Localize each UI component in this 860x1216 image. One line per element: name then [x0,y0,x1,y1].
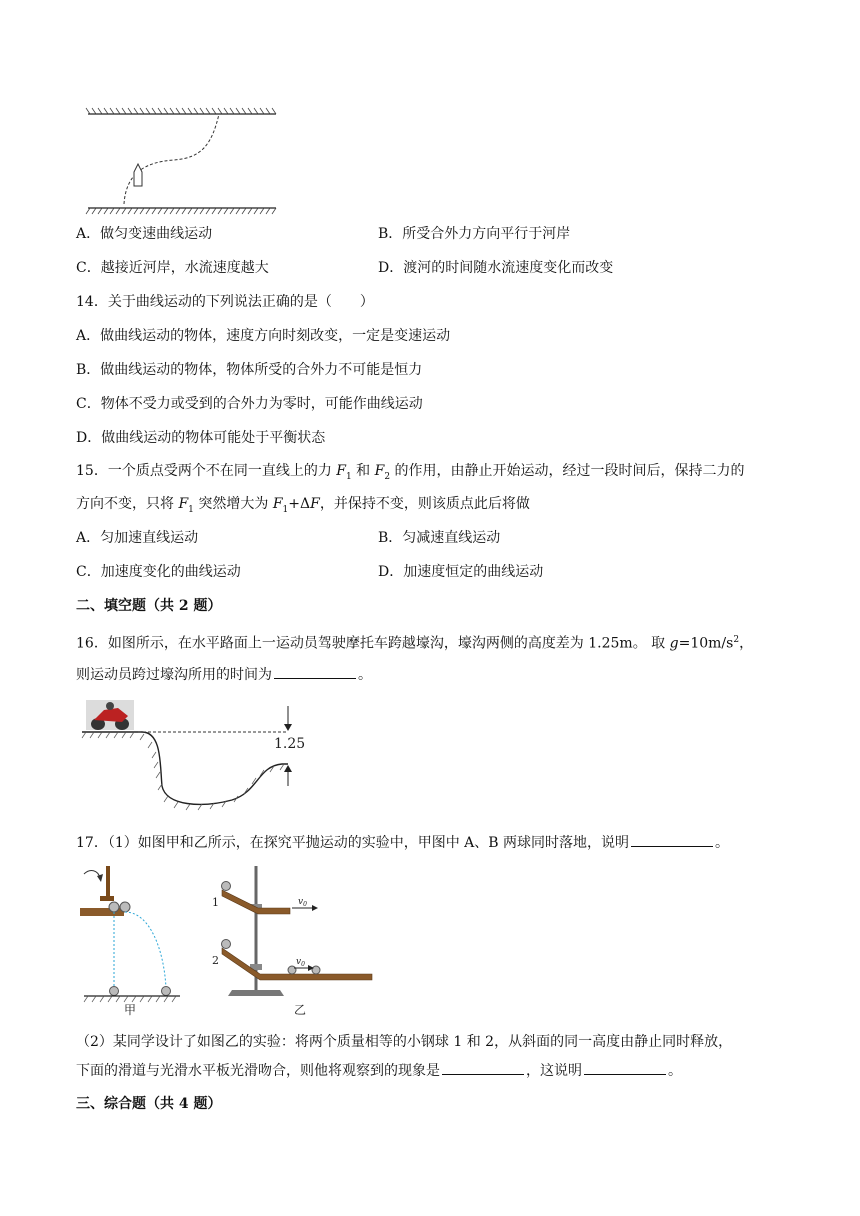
q17-answer-blank-2[interactable] [442,1060,524,1075]
ramp-2-label: 2 [212,954,219,967]
q17-line3: 下面的滑道与光滑水平板光滑吻合，则他将观察到的现象是 ，这说明 。 [76,1060,682,1081]
q15-stem-line2: 方向不变，只将 $F_1$ 突然增大为 $F_1+\Delta F$，并保持不变，则该质点此后将做 [76,496,530,515]
svg-text:v0: $v_0$ [298,897,307,908]
q13-option-c: C．越接近河岸，水流速度越大 [76,260,269,276]
q17-line1: 17．（1）如图甲和乙所示，在探究平抛运动的实验中，甲图中 A、B 两球同时落地，说明 。 [76,832,729,853]
q15-stem-line1: 15．一个质点受两个不在同一直线上的力 $F_1$ 和 $F_2$ 的作用，由静止开始运动，经过一段时间后，保持二力的 [76,463,745,482]
q14-stem: 14．关于曲线运动的下列说法正确的是（ ） [76,294,374,310]
motorcycle-ditch-figure [82,696,314,814]
q13-option-b: B．所受合外力方向平行于河岸 [378,226,571,242]
figure-yi [212,866,372,1017]
q16-line2: 则运动员跨过壕沟所用的时间为 。 [76,664,372,685]
section-heading-fill-in: 二、填空题（共 2 题） [76,598,222,614]
q15-option-d: D．加速度恒定的曲线运动 [378,564,544,580]
ramp-1-label: 1 [212,896,219,909]
q15-option-c: C．加速度变化的曲线运动 [76,564,241,580]
motorcycle-icon [86,700,134,730]
projectile-experiment-figure [80,860,380,1020]
figure-yi-label: 乙 [294,1003,307,1017]
river-crossing-figure [84,104,284,214]
figure-jia-label: 甲 [124,1003,137,1017]
q16-line1: 16．如图所示，在水平路面上一运动员驾驶摩托车跨越壕沟，壕沟两侧的高度差为 1.25m。 取 $g=10m/s^2$， [76,635,754,652]
q13-option-d: D．渡河的时间随水流速度变化而改变 [378,260,614,276]
q15-option-a: A．匀加速直线运动 [76,530,199,546]
svg-text:v0: $v_0$ [296,957,305,968]
q17-line2: （2）某同学设计了如图乙的实验：将两个质量相等的小钢球 1 和 2，从斜面的同一高度由静止同时释放， [76,1034,733,1050]
section-heading-comprehensive: 三、综合题（共 4 题） [76,1096,222,1112]
q15-option-b: B．匀减速直线运动 [378,530,501,546]
q14-option-c: C．物体不受力或受到的合外力为零时，可能作曲线运动 [76,396,423,412]
figure-jia [80,866,180,1017]
q16-answer-blank[interactable] [274,664,356,679]
ditch-height-label: 1.25 [274,736,306,752]
q14-option-a: A．做曲线运动的物体，速度方向时刻改变，一定是变速运动 [76,328,451,344]
q17-answer-blank-3[interactable] [584,1060,666,1075]
q17-answer-blank-1[interactable] [631,832,713,847]
q13-option-a: A．做匀变速曲线运动 [76,226,213,242]
q14-option-b: B．做曲线运动的物体，物体所受的合外力不可能是恒力 [76,362,423,378]
q14-option-d: D．做曲线运动的物体可能处于平衡状态 [76,430,326,446]
